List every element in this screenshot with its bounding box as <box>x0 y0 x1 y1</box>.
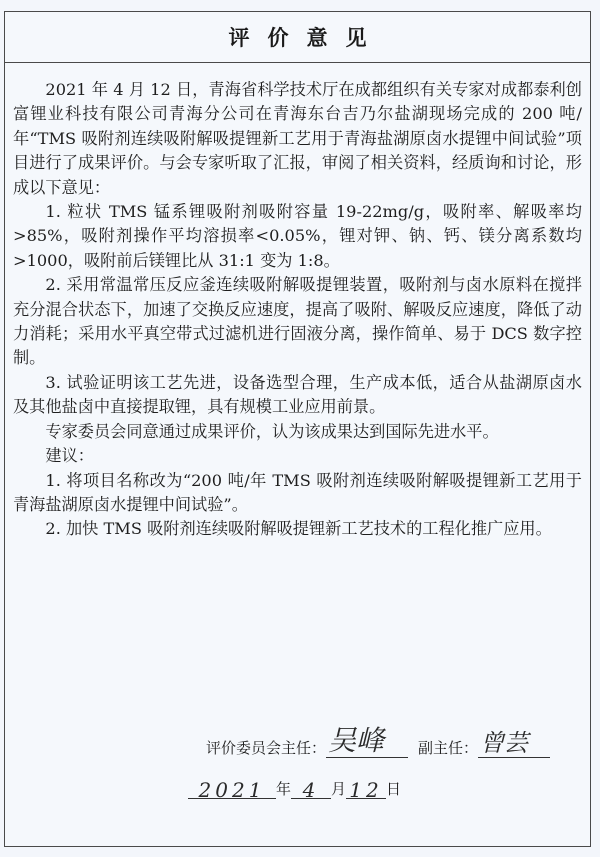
signature-area <box>0 700 600 840</box>
signature-date <box>188 778 402 802</box>
date-year: 2021 <box>188 778 276 799</box>
suggestions-heading: 建议： <box>45 446 94 466</box>
date-year-label: 年 <box>276 780 292 798</box>
title-row <box>5 12 590 63</box>
document-title: 评价意见 <box>228 26 385 50</box>
intro-paragraph: 2021 年 4 月 12 日，青海省科学技术厅在成都组织有关专家对成都泰利创富锂业科技有限公司青海分公司在青海东台吉乃尔盐湖现场完成的 200 吨/年“TMS 吸附剂连续吸附解吸提锂新工艺用于青海盐湖原卤水提锂中间试验”项目进行了成果评价。与会专家听取了汇报，审阅了相关资料，经质询和讨论，形成以下意见： <box>13 80 582 197</box>
document-body <box>13 78 582 542</box>
vice-chair-signature-blank <box>478 729 550 758</box>
date-day-label: 日 <box>386 780 402 798</box>
vice-chair-label: 副主任： <box>418 739 479 757</box>
opinion-item-2: 2. 采用常温常压反应釜连续吸附解吸提锂装置，吸附剂与卤水原料在搅拌充分混合状态下，加速了交换反应速度，提高了吸附、解吸反应速度，降低了动力消耗；采用水平真空带式过滤机进行固液分离，操作简单、易于 DCS 数字控制。 <box>13 275 582 368</box>
chair-signature-line <box>206 724 550 758</box>
date-day: 12 <box>346 778 386 799</box>
chair-signature-blank <box>326 724 408 758</box>
suggestion-item-1: 1. 将项目名称改为“200 吨/年 TMS 吸附剂连续吸附解吸提锂新工艺用于青海盐湖原卤水提锂中间试验”。 <box>13 470 582 514</box>
suggestion-item-2: 2. 加快 TMS 吸附剂连续吸附解吸提锂新工艺技术的工程化推广应用。 <box>45 519 552 539</box>
date-month-label: 月 <box>331 780 347 798</box>
opinion-item-3: 3. 试验证明该工艺先进，设备选型合理，生产成本低，适合从盐湖原卤水及其他盐卤中直接提取锂，具有规模工业应用前景。 <box>13 372 582 417</box>
opinion-item-1: 1. 粒状 TMS 锰系锂吸附剂吸附容量 19-22mg/g，吸附率、解吸率均>85%，吸附剂操作平均溶损率<0.05%，锂对钾、钠、钙、镁分离系数均>1000，吸附前后镁锂比从 31:1 变为 1:8。 <box>13 202 582 270</box>
conclusion-paragraph: 专家委员会同意通过成果评价，认为该成果达到国际先进水平。 <box>45 421 499 441</box>
vice-chair-signature: 曾芸 <box>480 729 529 757</box>
chair-label: 评价委员会主任： <box>206 739 327 757</box>
chair-signature: 吴峰 <box>328 724 385 757</box>
date-month: 4 <box>291 778 331 799</box>
